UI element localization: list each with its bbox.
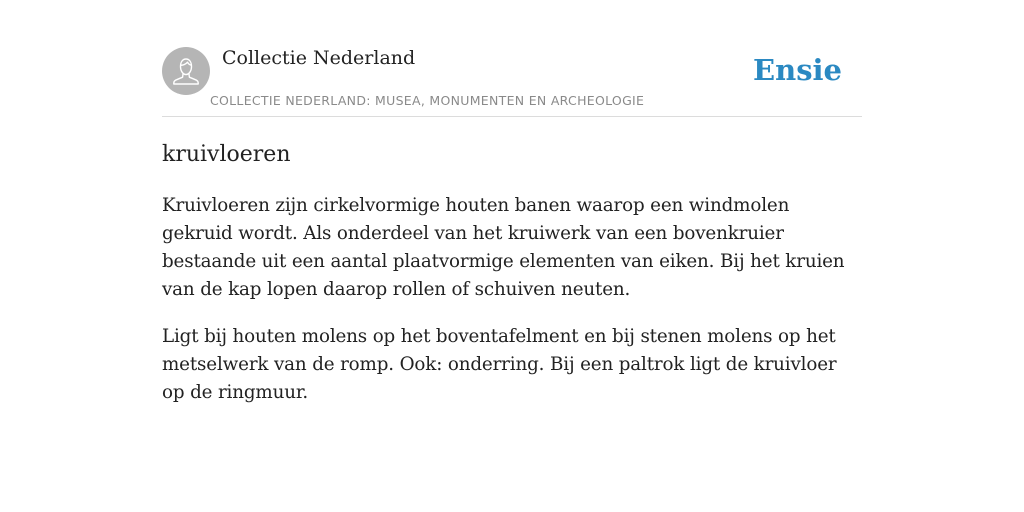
entry-header xyxy=(162,46,862,117)
definition-paragraph: Kruivloeren zijn cirkelvormige houten banen waarop een windmolen gekruid wordt. Als onderdeel van het kruiwerk van een bovenkruier bestaande uit een aantal plaatvormige elementen van eiken. Bij het kruien van de kap lopen daarop rollen of schuiven neuten. xyxy=(162,195,845,300)
avatar[interactable] xyxy=(162,47,210,95)
author-name[interactable]: Collectie Nederland xyxy=(222,47,416,69)
definition-paragraph: Ligt bij houten molens op het boventafelment en bij stenen molens op het metselwerk van de romp. Ook: onderring. Bij een paltrok ligt de kruivloer op de ringmuur. xyxy=(162,326,837,403)
entry-content xyxy=(162,140,864,426)
source-label[interactable]: COLLECTIE NEDERLAND: MUSEA, MONUMENTEN EN ARCHEOLOGIE xyxy=(210,93,645,108)
entry-term: kruivloeren xyxy=(162,142,291,167)
user-silhouette-icon xyxy=(162,47,210,95)
brand-logo[interactable]: Ensie xyxy=(753,53,842,87)
